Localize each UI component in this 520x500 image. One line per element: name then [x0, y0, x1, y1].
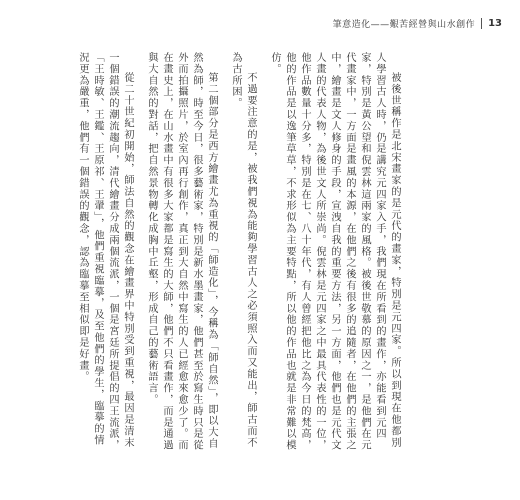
paragraph-gap [258, 52, 267, 452]
paragraph: 不過要注意的是，被我們視為能夠學習古人之必須照入而又能出，師古而不為古所困。 [230, 52, 256, 449]
header-divider [481, 18, 482, 29]
running-header [333, 17, 502, 30]
paragraph: 從二十世紀初開始，師法自然的觀念在繪畫界中特別受到重視，最因是清末一個錯誤的潮流趨向，清代繪畫分成兩個流派，一個是宮廷所提倡的四王流派，「王時敏、王鑑、王原祁、王翬」，他們重視臨摹，及至他們的學生，臨摹的情況更為嚴重，他們有一個錯誤的觀念，認為臨摹至相似即是好畫。 [77, 52, 133, 451]
paragraph: 第二個部分是西方繪畫尤為重視的「師造化」，今稱為「師自然」，即以大自然為師，時至今日，很多藝術家，特別是新水墨畫家，他們甚至於寫生時只是從外而拍攝照片，於室內再行創作，真正到大自然中寫生的人已經愈來愈少了。而在畫史上，在山水畫中有很多大家都是寫生的大師，他們不只看畫作，而是通過與大自然的對話，把自然景物轉化成胸中丘壑，形成自己的藝術語言。 [146, 52, 217, 451]
paragraph: 被後世稱作是北宋畫家的是元代的畫家，特別是元四家。所以到現在他都別人學習古人時，仍是講究元四家入手，我們現在所看到的畫作，亦能看到元四家，特別是黃公望和倪雲林這兩家的風格。被後世敬慕的原因之一，是他們在元代畫家中，一方面是畫風的本源，在他們之後有很多的追隨者，在他們的主張之中，繪畫是文人修身的手段，宣洩自我的重要方法，另一方面，他們也是元代文人畫的代表人物，為後世文人所崇尚。倪雲林是元四家之中最具代表性的一位，他作品數量十分多，特別是在七、八十年代，有人曾經把他比之為今日的梵高，他的作品是以逸筆草草，不求形似為主要特點，所以他的作品也就是非常難以模仿。 [269, 52, 400, 451]
paragraph-gap [219, 52, 228, 452]
paragraph-gap [135, 52, 144, 452]
vertical-body-text [75, 52, 402, 452]
chapter-title: 筆意造化——艱苦經營與山水創作 [332, 20, 476, 30]
page-number: 13 [488, 18, 502, 29]
